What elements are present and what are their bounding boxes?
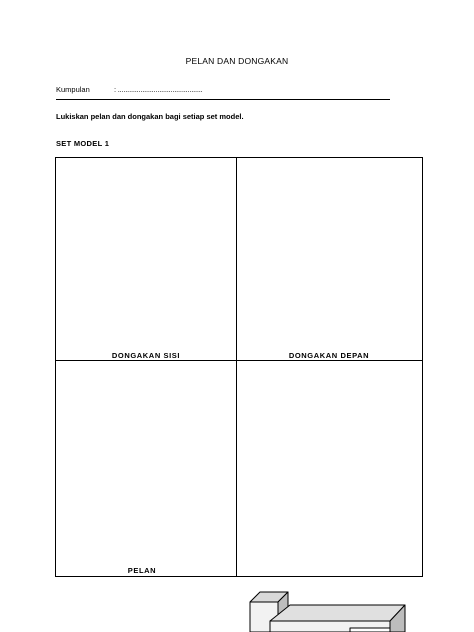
- group-label: Kumpulan: [56, 85, 90, 94]
- isometric-block-model-icon: [240, 585, 410, 632]
- grid-vertical-divider: [236, 158, 237, 576]
- plan-label: PELAN: [127, 566, 157, 575]
- header-divider: [56, 99, 390, 100]
- instruction-text: Lukiskan pelan dan dongakan bagi setiap set model.: [56, 112, 244, 121]
- set-model-heading: SET MODEL 1: [56, 139, 110, 148]
- grid-horizontal-divider: [56, 360, 422, 361]
- page-title: PELAN DAN DONGAKAN: [185, 56, 289, 66]
- side-elevation-label: DONGAKAN SISI: [111, 351, 181, 360]
- group-value: : .............................................: [114, 85, 203, 94]
- group-field: [56, 85, 396, 95]
- front-elevation-label: DONGAKAN DEPAN: [288, 351, 370, 360]
- drawing-grid: [55, 157, 423, 577]
